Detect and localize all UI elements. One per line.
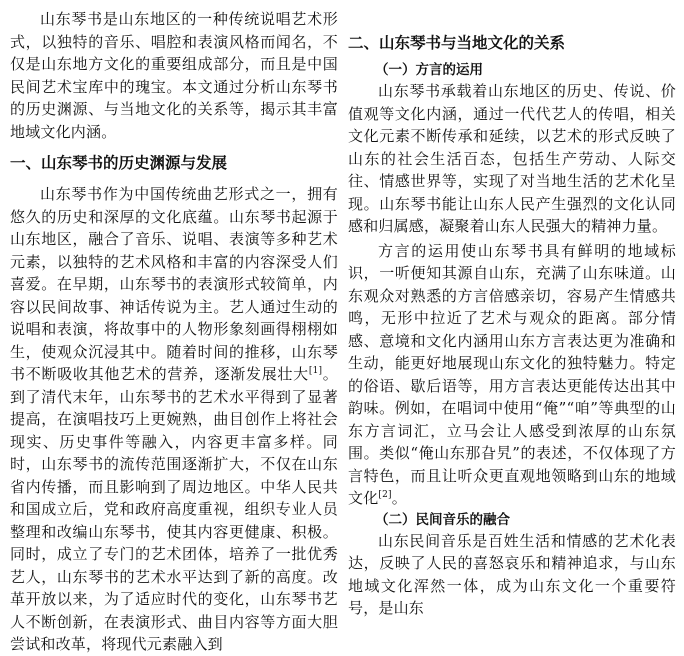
section1-paragraph bbox=[10, 183, 338, 656]
subsection1-paragraph2 bbox=[348, 240, 676, 510]
intro-paragraph: 山东琴书是山东地区的一种传统说唱艺术形式，以独特的音乐、唱腔和表演风格而闻名，不仅是山东地方文化的重要组成部分，而且是中国民间艺术宝库中的瑰宝。本文通过分析山东琴书的历史渊源、与当地文化的关系等，揭示其丰富地域文化内涵。 bbox=[10, 10, 338, 141]
citation-2: [2] bbox=[378, 490, 392, 500]
section2-heading: 二、山东琴书与当地文化的关系 bbox=[348, 34, 566, 52]
citation-1: [1] bbox=[308, 366, 323, 376]
left-column bbox=[10, 0, 338, 656]
subsection1-text-a: 方言的运用使山东琴书具有鲜明的地域标识，一听便知其源自山东，充满了山东味道。山东观众对熟悉的方言倍感亲切，容易产生情感共鸣，无形中拉近了艺术与观众的距离。部分情感、意境和文化内涵用山东方言表达更为准确和生动，能更好地展现山东文化的独特魅力。特定的俗语、歇后语等，用方言表达更能传达出其中韵味。例如，在唱词中使用“俺”“咱”等典型的山东方言词汇，立马会让人感受到浓厚的山东氛围。类似“俺山东那旮旯”的表述，不仅体现了方言特色，而且让听众更直观地领略到山东的地域文化 bbox=[348, 241, 676, 507]
subsection2-paragraph1: 山东民间音乐是百姓生活和情感的艺术化表达，反映了人民的喜怒哀乐和精神追求，与山东地域文化浑然一体，成为山东文化一个重要符号，是山东 bbox=[348, 531, 676, 617]
section1-heading: 一、山东琴书的历史渊源与发展 bbox=[10, 154, 228, 172]
subsection1-text-b: 。 bbox=[391, 489, 407, 507]
section1-text-a: 山东琴书作为中国传统曲艺形式之一，拥有悠久的历史和深厚的文化底蕴。山东琴书起源于山东地区，融合了音乐、说唱、表演等多种艺术元素，以独特的艺术风格和丰富的内容深受人们喜爱。在早期，山东琴书的表演形式较简单，内容以民间故事、神话传说为主。艺人通过生动的说唱和表演，将故事中的人物形象刻画得栩栩如生，使观众沉浸其中。随着时间的推移，山东琴书不断吸收其他艺术的营养，逐渐发展壮大 bbox=[10, 185, 338, 383]
subsection1-paragraph1: 山东琴书承载着山东地区的历史、传说、价值观等文化内涵，通过一代代艺人的传唱，相关文化元素不断传承和延续，以艺术的形式反映了山东的社会生活百态，包括生产劳动、人际交往、情感世界等，实现了对当地生活的艺术化呈现。山东琴书能让山东人民产生强烈的文化认同感和归属感，凝聚着山东人民强大的精神力量。 bbox=[348, 82, 676, 235]
right-column bbox=[348, 0, 676, 620]
section1-text-b: 。到了清代末年，山东琴书的艺术水平得到了显著提高，在演唱技巧上更婉熟，曲目创作上将社会现实、历史事件等融入，内容更丰富多样。同时，山东琴书的流传范围逐渐扩大，不仅在山东省内传播，而且影响到了周边地区。中华人民共和国成立后，党和政府高度重视，组织专业人员整理和改编山东琴书，使其内容更健康、积极。同时，成立了专门的艺术团体，培养了一批优秀艺人，山东琴书的艺术水平达到了新的高度。改革开放以来，为了适应时代的变化，山东琴书艺人不断创新，在表演形式、曲目内容等方面大胆尝试和改革，将现代元素融入到 bbox=[10, 365, 338, 653]
subsection1-heading: （一）方言的运用 bbox=[375, 62, 483, 78]
subsection2-heading: （二）民间音乐的融合 bbox=[375, 511, 510, 528]
